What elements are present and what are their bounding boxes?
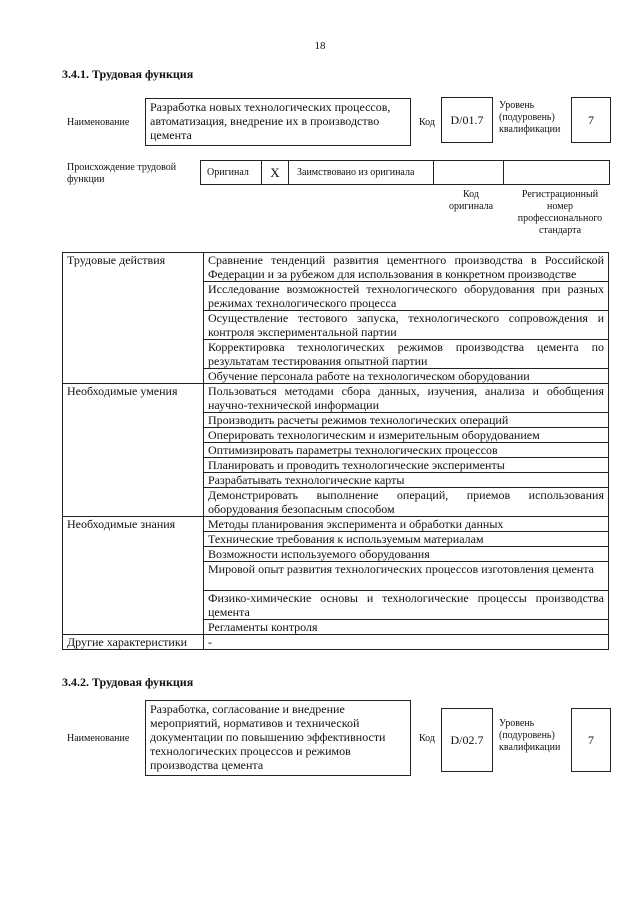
code-label-2: Код <box>419 732 435 744</box>
table-row <box>63 384 609 413</box>
code-value-2: D/02.7 <box>441 708 493 772</box>
section-heading-1: 3.4.1. Трудовая функция <box>62 67 194 81</box>
code-value-1: D/01.7 <box>441 97 493 143</box>
item-cell: Возможности используемого оборудования <box>204 547 609 562</box>
level-label-1: Уровень (подуровень) квалификации <box>499 100 561 135</box>
name-value-2: Разработка, согласование и внедрение мероприятий, нормативов и технической документации по повышению эффективности технологических процессов и режимов производства цемента <box>145 700 411 776</box>
item-cell: Исследование возможностей технологического оборудования при разных режимах технологического процесса <box>204 282 609 311</box>
function-details-table <box>62 252 609 650</box>
category-cell: Необходимые знания <box>63 517 204 635</box>
borrowed-label: Заимствовано из оригинала <box>297 166 415 178</box>
item-cell: Разрабатывать технологические карты <box>204 473 609 488</box>
code-original-caption: Код оригинала <box>448 189 494 212</box>
item-cell: Методы планирования эксперимента и обработки данных <box>204 517 609 532</box>
item-cell: Сравнение тенденций развития цементного производства в Российской Федерации и за рубежом для использования в конкретном производстве <box>204 253 609 282</box>
category-cell: Необходимые умения <box>63 384 204 517</box>
origin-box <box>200 160 610 185</box>
origin-divider <box>433 161 434 184</box>
item-cell: Демонстрировать выполнение операций, приемов использования оборудования безопасным способом <box>204 488 609 517</box>
category-cell: Трудовые действия <box>63 253 204 384</box>
item-cell: Оптимизировать параметры технологических процессов <box>204 443 609 458</box>
item-cell: Обучение персонала работе на технологическом оборудовании <box>204 369 609 384</box>
page-number: 18 <box>314 40 326 52</box>
table-row <box>63 253 609 282</box>
category-cell: Другие характеристики <box>63 635 204 650</box>
name-value-1: Разработка новых технологических процессов, автоматизация, внедрение их в производство цемента <box>145 98 411 146</box>
origin-divider <box>503 161 504 184</box>
item-cell: Осуществление тестового запуска, технологического сопровождения и контроля экспериментальной партии <box>204 311 609 340</box>
item-cell: Оперировать технологическим и измерительным оборудованием <box>204 428 609 443</box>
origin-label: Происхождение трудовой функции <box>67 162 177 185</box>
code-label-1: Код <box>419 116 435 128</box>
table-row <box>63 635 609 650</box>
level-value-2: 7 <box>571 708 611 772</box>
table-row <box>63 517 609 532</box>
level-label-2: Уровень (подуровень) квалификации <box>499 718 561 753</box>
item-cell: - <box>204 635 609 650</box>
item-cell: Физико-химические основы и технологические процессы производства цемента <box>204 591 609 620</box>
name-label-1: Наименование <box>67 116 130 128</box>
reg-number-caption: Регистрационный номер профессионального стандарта <box>517 189 603 236</box>
item-cell: Планировать и проводить технологические эксперименты <box>204 458 609 473</box>
item-cell: Технические требования к используемым материалам <box>204 532 609 547</box>
item-cell: Мировой опыт развития технологических процессов изготовления цемента <box>204 562 609 591</box>
name-label-2: Наименование <box>67 732 130 744</box>
item-cell: Пользоваться методами сбора данных, изучения, анализа и обобщения научно-технической информации <box>204 384 609 413</box>
original-label: Оригинал <box>207 166 249 178</box>
original-mark: X <box>261 161 289 184</box>
item-cell: Регламенты контроля <box>204 620 609 635</box>
level-value-1: 7 <box>571 97 611 143</box>
item-cell: Корректировка технологических режимов производства цемента по результатам тестирования опытной партии <box>204 340 609 369</box>
item-cell: Производить расчеты режимов технологических операций <box>204 413 609 428</box>
section-heading-2: 3.4.2. Трудовая функция <box>62 675 194 689</box>
